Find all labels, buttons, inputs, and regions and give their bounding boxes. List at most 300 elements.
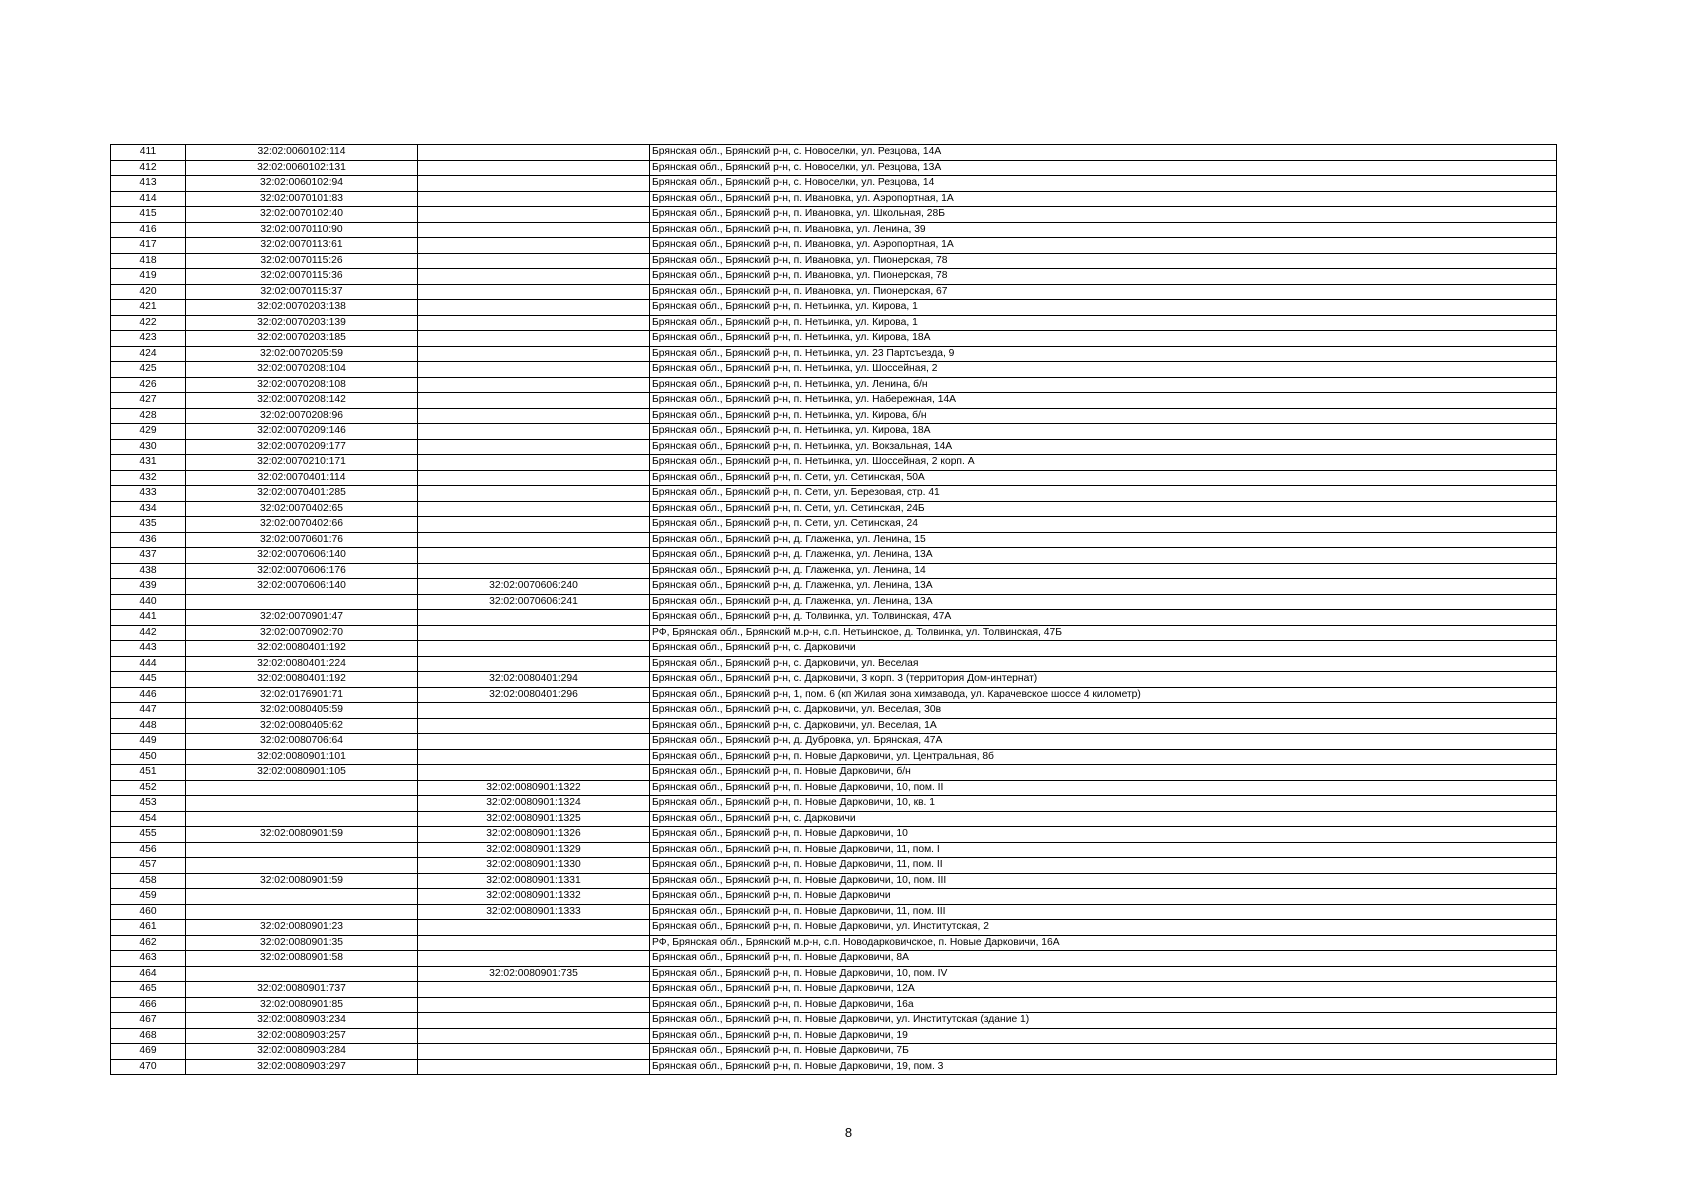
address-cell: Брянская обл., Брянский р-н, с. Дарковичи, ул. Веселая, 1А [650, 718, 1557, 734]
row-number-cell: 413 [111, 176, 186, 192]
object-cadastral-number-cell [418, 377, 650, 393]
table-row [111, 517, 1557, 533]
object-cadastral-number-cell [418, 517, 650, 533]
land-cadastral-number-cell: 32:02:0080901:85 [186, 997, 418, 1013]
table-row [111, 253, 1557, 269]
object-cadastral-number-cell: 32:02:0080901:1325 [418, 811, 650, 827]
table-row [111, 1028, 1557, 1044]
table-row [111, 1013, 1557, 1029]
land-cadastral-number-cell: 32:02:0070101:83 [186, 191, 418, 207]
row-number-cell: 470 [111, 1059, 186, 1075]
row-number-cell: 451 [111, 765, 186, 781]
row-number-cell: 467 [111, 1013, 186, 1029]
row-number-cell: 414 [111, 191, 186, 207]
address-cell: Брянская обл., Брянский р-н, д. Толвинка, ул. Толвинская, 47А [650, 610, 1557, 626]
address-cell: Брянская обл., Брянский р-н, п. Новые Дарковичи, 7Б [650, 1044, 1557, 1060]
row-number-cell: 436 [111, 532, 186, 548]
object-cadastral-number-cell: 32:02:0070606:241 [418, 594, 650, 610]
row-number-cell: 430 [111, 439, 186, 455]
land-cadastral-number-cell: 32:02:0080903:257 [186, 1028, 418, 1044]
land-cadastral-number-cell [186, 858, 418, 874]
table-row [111, 827, 1557, 843]
object-cadastral-number-cell [418, 315, 650, 331]
land-cadastral-number-cell: 32:02:0070110:90 [186, 222, 418, 238]
address-cell: Брянская обл., Брянский р-н, с. Дарковичи, ул. Веселая [650, 656, 1557, 672]
table-row [111, 532, 1557, 548]
row-number-cell: 458 [111, 873, 186, 889]
object-cadastral-number-cell [418, 253, 650, 269]
object-cadastral-number-cell: 32:02:0080401:296 [418, 687, 650, 703]
land-cadastral-number-cell: 32:02:0070208:96 [186, 408, 418, 424]
land-cadastral-number-cell: 32:02:0070203:138 [186, 300, 418, 316]
table-row [111, 284, 1557, 300]
object-cadastral-number-cell [418, 501, 650, 517]
address-cell: Брянская обл., Брянский р-н, п. Новые Дарковичи, 19 [650, 1028, 1557, 1044]
table-row [111, 703, 1557, 719]
object-cadastral-number-cell [418, 610, 650, 626]
row-number-cell: 442 [111, 625, 186, 641]
land-cadastral-number-cell: 32:02:0070606:140 [186, 548, 418, 564]
address-cell: РФ, Брянская обл., Брянский м.р-н, с.п. Нетьинское, д. Толвинка, ул. Толвинская, 47Б [650, 625, 1557, 641]
row-number-cell: 463 [111, 951, 186, 967]
object-cadastral-number-cell [418, 718, 650, 734]
land-cadastral-number-cell: 32:02:0070203:139 [186, 315, 418, 331]
address-cell: Брянская обл., Брянский р-н, п. Новые Дарковичи, ул. Институтская (здание 1) [650, 1013, 1557, 1029]
land-cadastral-number-cell: 32:02:0070205:59 [186, 346, 418, 362]
object-cadastral-number-cell [418, 470, 650, 486]
row-number-cell: 448 [111, 718, 186, 734]
land-cadastral-number-cell: 32:02:0080901:58 [186, 951, 418, 967]
table-row [111, 672, 1557, 688]
object-cadastral-number-cell [418, 656, 650, 672]
table-row [111, 858, 1557, 874]
land-cadastral-number-cell: 32:02:0070208:142 [186, 393, 418, 409]
object-cadastral-number-cell: 32:02:0080901:1332 [418, 889, 650, 905]
object-cadastral-number-cell [418, 176, 650, 192]
object-cadastral-number-cell: 32:02:0070606:240 [418, 579, 650, 595]
page-number: 8 [844, 1125, 853, 1140]
address-cell: Брянская обл., Брянский р-н, с. Дарковичи [650, 641, 1557, 657]
address-cell: Брянская обл., Брянский р-н, п. Новые Дарковичи, ул. Центральная, 8б [650, 749, 1557, 765]
table-row [111, 997, 1557, 1013]
object-cadastral-number-cell [418, 734, 650, 750]
land-cadastral-number-cell: 32:02:0070113:61 [186, 238, 418, 254]
table-row [111, 796, 1557, 812]
land-cadastral-number-cell: 32:02:0080901:101 [186, 749, 418, 765]
land-cadastral-number-cell [186, 966, 418, 982]
row-number-cell: 418 [111, 253, 186, 269]
table-row [111, 718, 1557, 734]
table-row [111, 749, 1557, 765]
table-row [111, 1059, 1557, 1075]
land-cadastral-number-cell: 32:02:0070208:104 [186, 362, 418, 378]
address-cell: РФ, Брянская обл., Брянский м.р-н, с.п. Новодарковичское, п. Новые Дарковичи, 16А [650, 935, 1557, 951]
row-number-cell: 423 [111, 331, 186, 347]
land-cadastral-number-cell: 32:02:0070115:37 [186, 284, 418, 300]
object-cadastral-number-cell [418, 1013, 650, 1029]
row-number-cell: 425 [111, 362, 186, 378]
object-cadastral-number-cell [418, 145, 650, 161]
address-cell: Брянская обл., Брянский р-н, с. Новоселки, ул. Резцова, 14 [650, 176, 1557, 192]
object-cadastral-number-cell [418, 486, 650, 502]
object-cadastral-number-cell [418, 346, 650, 362]
table-row [111, 656, 1557, 672]
row-number-cell: 434 [111, 501, 186, 517]
table-row [111, 1044, 1557, 1060]
table-row [111, 300, 1557, 316]
table-row [111, 346, 1557, 362]
address-cell: Брянская обл., Брянский р-н, п. Нетьинка, ул. Кирова, б/н [650, 408, 1557, 424]
row-number-cell: 419 [111, 269, 186, 285]
row-number-cell: 445 [111, 672, 186, 688]
address-cell: Брянская обл., Брянский р-н, п. Нетьинка, ул. Кирова, 1 [650, 300, 1557, 316]
address-cell: Брянская обл., Брянский р-н, с. Новоселки, ул. Резцова, 13А [650, 160, 1557, 176]
table-row [111, 331, 1557, 347]
table-row [111, 362, 1557, 378]
table-row [111, 238, 1557, 254]
row-number-cell: 454 [111, 811, 186, 827]
object-cadastral-number-cell [418, 625, 650, 641]
object-cadastral-number-cell [418, 331, 650, 347]
object-cadastral-number-cell [418, 982, 650, 998]
address-cell: Брянская обл., Брянский р-н, п. Нетьинка, ул. Кирова, 1 [650, 315, 1557, 331]
address-cell: Брянская обл., Брянский р-н, п. Ивановка, ул. Пионерская, 67 [650, 284, 1557, 300]
address-cell: Брянская обл., Брянский р-н, п. Нетьинка, ул. Шоссейная, 2 корп. А [650, 455, 1557, 471]
land-cadastral-number-cell: 32:02:0070208:108 [186, 377, 418, 393]
table-row [111, 889, 1557, 905]
object-cadastral-number-cell [418, 1059, 650, 1075]
table-row [111, 982, 1557, 998]
land-cadastral-number-cell: 32:02:0070902:70 [186, 625, 418, 641]
land-cadastral-number-cell: 32:02:0080901:23 [186, 920, 418, 936]
land-cadastral-number-cell: 32:02:0176901:71 [186, 687, 418, 703]
table-row [111, 873, 1557, 889]
object-cadastral-number-cell [418, 238, 650, 254]
object-cadastral-number-cell [418, 455, 650, 471]
land-cadastral-number-cell: 32:02:0080405:59 [186, 703, 418, 719]
address-cell: Брянская обл., Брянский р-н, п. Ивановка, ул. Пионерская, 78 [650, 253, 1557, 269]
address-cell: Брянская обл., Брянский р-н, п. Сети, ул. Сетинская, 50А [650, 470, 1557, 486]
address-cell: Брянская обл., Брянский р-н, п. Новые Дарковичи, 11, пом. II [650, 858, 1557, 874]
row-number-cell: 417 [111, 238, 186, 254]
object-cadastral-number-cell [418, 408, 650, 424]
land-cadastral-number-cell: 32:02:0070115:36 [186, 269, 418, 285]
table-row [111, 222, 1557, 238]
address-cell: Брянская обл., Брянский р-н, п. Нетьинка, ул. Ленина, б/н [650, 377, 1557, 393]
object-cadastral-number-cell: 32:02:0080901:1324 [418, 796, 650, 812]
table-row [111, 687, 1557, 703]
row-number-cell: 437 [111, 548, 186, 564]
row-number-cell: 457 [111, 858, 186, 874]
row-number-cell: 433 [111, 486, 186, 502]
table-row [111, 424, 1557, 440]
row-number-cell: 460 [111, 904, 186, 920]
land-cadastral-number-cell: 32:02:0070209:177 [186, 439, 418, 455]
address-cell: Брянская обл., Брянский р-н, п. Ивановка, ул. Пионерская, 78 [650, 269, 1557, 285]
object-cadastral-number-cell [418, 749, 650, 765]
land-cadastral-number-cell: 32:02:0080901:105 [186, 765, 418, 781]
address-cell: Брянская обл., Брянский р-н, п. Новые Дарковичи, 10, пом. II [650, 780, 1557, 796]
row-number-cell: 424 [111, 346, 186, 362]
object-cadastral-number-cell [418, 935, 650, 951]
row-number-cell: 446 [111, 687, 186, 703]
land-cadastral-number-cell: 32:02:0060102:94 [186, 176, 418, 192]
row-number-cell: 464 [111, 966, 186, 982]
address-cell: Брянская обл., Брянский р-н, д. Глаженка, ул. Ленина, 13А [650, 548, 1557, 564]
table-row [111, 191, 1557, 207]
table-row [111, 610, 1557, 626]
table-row [111, 439, 1557, 455]
table-row [111, 765, 1557, 781]
row-number-cell: 432 [111, 470, 186, 486]
row-number-cell: 431 [111, 455, 186, 471]
table-row [111, 269, 1557, 285]
object-cadastral-number-cell [418, 269, 650, 285]
object-cadastral-number-cell [418, 439, 650, 455]
address-cell: Брянская обл., Брянский р-н, п. Новые Дарковичи, 10, кв. 1 [650, 796, 1557, 812]
table-row [111, 811, 1557, 827]
row-number-cell: 421 [111, 300, 186, 316]
land-cadastral-number-cell: 32:02:0070115:26 [186, 253, 418, 269]
row-number-cell: 441 [111, 610, 186, 626]
address-cell: Брянская обл., Брянский р-н, 1, пом. 6 (кп Жилая зона химзавода, ул. Карачевское шоссе 4 километр) [650, 687, 1557, 703]
row-number-cell: 453 [111, 796, 186, 812]
land-cadastral-number-cell: 32:02:0070402:66 [186, 517, 418, 533]
object-cadastral-number-cell: 32:02:0080901:1326 [418, 827, 650, 843]
address-cell: Брянская обл., Брянский р-н, п. Ивановка, ул. Аэропортная, 1А [650, 238, 1557, 254]
object-cadastral-number-cell: 32:02:0080901:1333 [418, 904, 650, 920]
row-number-cell: 412 [111, 160, 186, 176]
land-cadastral-number-cell: 32:02:0070203:185 [186, 331, 418, 347]
row-number-cell: 416 [111, 222, 186, 238]
land-cadastral-number-cell: 32:02:0080903:284 [186, 1044, 418, 1060]
table-row [111, 145, 1557, 161]
address-cell: Брянская обл., Брянский р-н, п. Сети, ул. Сетинская, 24 [650, 517, 1557, 533]
row-number-cell: 438 [111, 563, 186, 579]
table-row [111, 563, 1557, 579]
row-number-cell: 461 [111, 920, 186, 936]
object-cadastral-number-cell: 32:02:0080901:1331 [418, 873, 650, 889]
land-cadastral-number-cell: 32:02:0070606:140 [186, 579, 418, 595]
address-cell: Брянская обл., Брянский р-н, п. Новые Дарковичи, 16а [650, 997, 1557, 1013]
land-cadastral-number-cell: 32:02:0080401:192 [186, 641, 418, 657]
address-cell: Брянская обл., Брянский р-н, п. Нетьинка, ул. Шоссейная, 2 [650, 362, 1557, 378]
object-cadastral-number-cell [418, 563, 650, 579]
land-cadastral-number-cell: 32:02:0070209:146 [186, 424, 418, 440]
land-cadastral-number-cell: 32:02:0080901:737 [186, 982, 418, 998]
land-cadastral-number-cell [186, 594, 418, 610]
table-row [111, 842, 1557, 858]
address-cell: Брянская обл., Брянский р-н, п. Новые Дарковичи, 10, пом. III [650, 873, 1557, 889]
row-number-cell: 443 [111, 641, 186, 657]
row-number-cell: 435 [111, 517, 186, 533]
object-cadastral-number-cell [418, 765, 650, 781]
row-number-cell: 452 [111, 780, 186, 796]
object-cadastral-number-cell: 32:02:0080901:1322 [418, 780, 650, 796]
address-cell: Брянская обл., Брянский р-н, с. Дарковичи, ул. Веселая, 30в [650, 703, 1557, 719]
table-row [111, 501, 1557, 517]
address-cell: Брянская обл., Брянский р-н, д. Глаженка, ул. Ленина, 14 [650, 563, 1557, 579]
row-number-cell: 429 [111, 424, 186, 440]
table-row [111, 486, 1557, 502]
land-cadastral-number-cell: 32:02:0070210:171 [186, 455, 418, 471]
row-number-cell: 447 [111, 703, 186, 719]
land-cadastral-number-cell [186, 796, 418, 812]
land-cadastral-number-cell: 32:02:0070901:47 [186, 610, 418, 626]
address-cell: Брянская обл., Брянский р-н, п. Нетьинка, ул. Кирова, 18А [650, 331, 1557, 347]
row-number-cell: 449 [111, 734, 186, 750]
object-cadastral-number-cell [418, 548, 650, 564]
row-number-cell: 439 [111, 579, 186, 595]
address-cell: Брянская обл., Брянский р-н, п. Новые Дарковичи, 12А [650, 982, 1557, 998]
object-cadastral-number-cell: 32:02:0080901:1330 [418, 858, 650, 874]
table-row [111, 377, 1557, 393]
land-cadastral-number-cell: 32:02:0080401:192 [186, 672, 418, 688]
table-row [111, 935, 1557, 951]
object-cadastral-number-cell [418, 393, 650, 409]
row-number-cell: 426 [111, 377, 186, 393]
address-cell: Брянская обл., Брянский р-н, с. Дарковичи [650, 811, 1557, 827]
row-number-cell: 427 [111, 393, 186, 409]
land-cadastral-number-cell: 32:02:0080901:35 [186, 935, 418, 951]
row-number-cell: 465 [111, 982, 186, 998]
table-row [111, 408, 1557, 424]
address-cell: Брянская обл., Брянский р-н, п. Новые Дарковичи [650, 889, 1557, 905]
address-cell: Брянская обл., Брянский р-н, п. Новые Дарковичи, б/н [650, 765, 1557, 781]
address-cell: Брянская обл., Брянский р-н, с. Дарковичи, 3 корп. 3 (территория Дом-интернат) [650, 672, 1557, 688]
address-cell: Брянская обл., Брянский р-н, п. Новые Дарковичи, 11, пом. III [650, 904, 1557, 920]
table-row [111, 734, 1557, 750]
land-cadastral-number-cell: 32:02:0080405:62 [186, 718, 418, 734]
object-cadastral-number-cell [418, 997, 650, 1013]
land-cadastral-number-cell: 32:02:0080903:297 [186, 1059, 418, 1075]
object-cadastral-number-cell [418, 920, 650, 936]
object-cadastral-number-cell [418, 222, 650, 238]
row-number-cell: 459 [111, 889, 186, 905]
object-cadastral-number-cell [418, 362, 650, 378]
address-cell: Брянская обл., Брянский р-н, д. Глаженка, ул. Ленина, 15 [650, 532, 1557, 548]
table-row [111, 207, 1557, 223]
land-cadastral-number-cell: 32:02:0070606:176 [186, 563, 418, 579]
land-cadastral-number-cell: 32:02:0080401:224 [186, 656, 418, 672]
object-cadastral-number-cell: 32:02:0080901:1329 [418, 842, 650, 858]
object-cadastral-number-cell [418, 532, 650, 548]
address-cell: Брянская обл., Брянский р-н, п. Новые Дарковичи, 8А [650, 951, 1557, 967]
object-cadastral-number-cell [418, 1028, 650, 1044]
object-cadastral-number-cell [418, 641, 650, 657]
row-number-cell: 415 [111, 207, 186, 223]
address-cell: Брянская обл., Брянский р-н, п. Ивановка, ул. Школьная, 28Б [650, 207, 1557, 223]
address-cell: Брянская обл., Брянский р-н, п. Новые Дарковичи, 10 [650, 827, 1557, 843]
object-cadastral-number-cell [418, 703, 650, 719]
table-row [111, 579, 1557, 595]
address-cell: Брянская обл., Брянский р-н, п. Ивановка, ул. Ленина, 39 [650, 222, 1557, 238]
address-cell: Брянская обл., Брянский р-н, п. Нетьинка, ул. Набережная, 14А [650, 393, 1557, 409]
object-cadastral-number-cell [418, 1044, 650, 1060]
object-cadastral-number-cell [418, 424, 650, 440]
land-cadastral-number-cell: 32:02:0080901:59 [186, 827, 418, 843]
land-cadastral-number-cell: 32:02:0070401:285 [186, 486, 418, 502]
address-cell: Брянская обл., Брянский р-н, д. Глаженка, ул. Ленина, 13А [650, 594, 1557, 610]
land-cadastral-number-cell: 32:02:0080903:234 [186, 1013, 418, 1029]
address-cell: Брянская обл., Брянский р-н, п. Новые Дарковичи, ул. Институтская, 2 [650, 920, 1557, 936]
row-number-cell: 456 [111, 842, 186, 858]
address-cell: Брянская обл., Брянский р-н, п. Сети, ул. Сетинская, 24Б [650, 501, 1557, 517]
row-number-cell: 428 [111, 408, 186, 424]
land-cadastral-number-cell: 32:02:0060102:131 [186, 160, 418, 176]
land-cadastral-number-cell: 32:02:0070401:114 [186, 470, 418, 486]
object-cadastral-number-cell [418, 191, 650, 207]
land-cadastral-number-cell [186, 780, 418, 796]
land-cadastral-number-cell [186, 842, 418, 858]
address-cell: Брянская обл., Брянский р-н, д. Глаженка, ул. Ленина, 13А [650, 579, 1557, 595]
address-cell: Брянская обл., Брянский р-н, п. Сети, ул. Березовая, стр. 41 [650, 486, 1557, 502]
land-cadastral-number-cell: 32:02:0060102:114 [186, 145, 418, 161]
row-number-cell: 466 [111, 997, 186, 1013]
object-cadastral-number-cell: 32:02:0080401:294 [418, 672, 650, 688]
address-cell: Брянская обл., Брянский р-н, д. Дубровка, ул. Брянская, 47А [650, 734, 1557, 750]
address-cell: Брянская обл., Брянский р-н, п. Нетьинка, ул. 23 Партсъезда, 9 [650, 346, 1557, 362]
table-row [111, 625, 1557, 641]
table-row [111, 904, 1557, 920]
row-number-cell: 444 [111, 656, 186, 672]
table-row [111, 641, 1557, 657]
table-row [111, 966, 1557, 982]
land-cadastral-number-cell: 32:02:0080706:64 [186, 734, 418, 750]
row-number-cell: 440 [111, 594, 186, 610]
row-number-cell: 450 [111, 749, 186, 765]
table-row [111, 393, 1557, 409]
address-cell: Брянская обл., Брянский р-н, п. Нетьинка, ул. Кирова, 18А [650, 424, 1557, 440]
row-number-cell: 468 [111, 1028, 186, 1044]
table-row [111, 951, 1557, 967]
object-cadastral-number-cell [418, 284, 650, 300]
address-cell: Брянская обл., Брянский р-н, п. Новые Дарковичи, 11, пом. I [650, 842, 1557, 858]
table-row [111, 315, 1557, 331]
table-row [111, 160, 1557, 176]
land-cadastral-number-cell: 32:02:0070102:40 [186, 207, 418, 223]
address-cell: Брянская обл., Брянский р-н, п. Нетьинка, ул. Вокзальная, 14А [650, 439, 1557, 455]
land-cadastral-number-cell [186, 904, 418, 920]
object-cadastral-number-cell [418, 160, 650, 176]
land-cadastral-number-cell: 32:02:0070402:65 [186, 501, 418, 517]
land-cadastral-number-cell: 32:02:0070601:76 [186, 532, 418, 548]
row-number-cell: 455 [111, 827, 186, 843]
registry-table-body [111, 145, 1557, 1075]
object-cadastral-number-cell [418, 207, 650, 223]
row-number-cell: 411 [111, 145, 186, 161]
land-cadastral-number-cell [186, 811, 418, 827]
row-number-cell: 469 [111, 1044, 186, 1060]
table-row [111, 780, 1557, 796]
table-row [111, 455, 1557, 471]
object-cadastral-number-cell: 32:02:0080901:735 [418, 966, 650, 982]
object-cadastral-number-cell [418, 300, 650, 316]
table-row [111, 176, 1557, 192]
land-cadastral-number-cell [186, 889, 418, 905]
table-row [111, 548, 1557, 564]
address-cell: Брянская обл., Брянский р-н, п. Новые Дарковичи, 19, пом. 3 [650, 1059, 1557, 1075]
table-row [111, 920, 1557, 936]
address-cell: Брянская обл., Брянский р-н, с. Новоселки, ул. Резцова, 14А [650, 145, 1557, 161]
row-number-cell: 420 [111, 284, 186, 300]
address-cell: Брянская обл., Брянский р-н, п. Ивановка, ул. Аэропортная, 1А [650, 191, 1557, 207]
table-row [111, 594, 1557, 610]
row-number-cell: 462 [111, 935, 186, 951]
object-cadastral-number-cell [418, 951, 650, 967]
land-cadastral-number-cell: 32:02:0080901:59 [186, 873, 418, 889]
table-row [111, 470, 1557, 486]
